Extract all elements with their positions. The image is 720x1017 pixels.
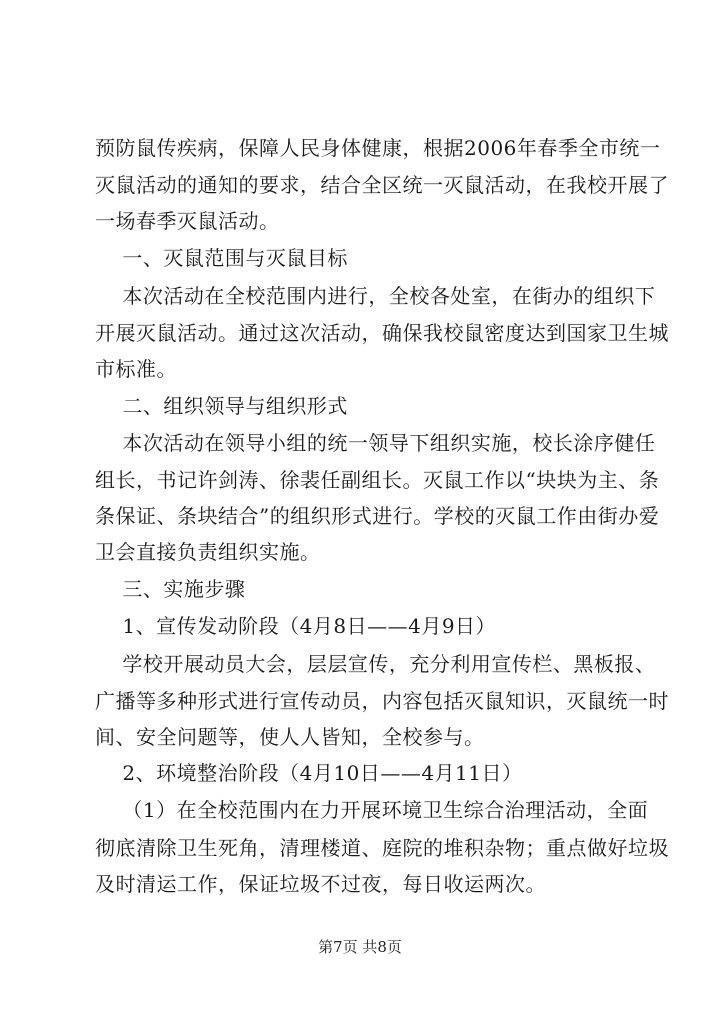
page-number: 第7页 共8页 bbox=[318, 938, 402, 956]
text-line: 预防鼠传疾病，保障人民身体健康，根据2006年春季全市统一 bbox=[95, 136, 661, 160]
subsection-heading: 2、环境整治阶段（4月10日——4月11日） bbox=[95, 761, 523, 785]
text-line: 一场春季灭鼠活动。 bbox=[95, 209, 280, 233]
text-line: 卫会直接负责组织实施。 bbox=[95, 540, 321, 564]
text-line: 本次活动在领导小组的统一领导下组织实施，校长涂序健任 bbox=[95, 431, 656, 455]
text-line: 组长，书记许剑涛、徐裴任副组长。灭鼠工作以“块块为主、条 bbox=[95, 468, 660, 492]
text-line: 间、安全问题等，使人人皆知，全校参与。 bbox=[95, 725, 485, 749]
text-line: 广播等多种形式进行宣传动员，内容包括灭鼠知识，灭鼠统一时 bbox=[95, 689, 669, 713]
subsection-heading: 1、宣传发动阶段（4月8日——4月9日） bbox=[95, 614, 497, 638]
text-line: 市标准。 bbox=[95, 357, 177, 381]
text-line: 本次活动在全校范围内进行，全校各处室，在街办的组织下 bbox=[95, 284, 656, 308]
section-heading: 一、灭鼠范围与灭鼠目标 bbox=[95, 246, 348, 270]
text-line: 灭鼠活动的通知的要求，结合全区统一灭鼠活动，在我校开展了 bbox=[95, 173, 669, 197]
section-heading: 三、实施步骤 bbox=[95, 577, 246, 601]
text-line: 及时清运工作，保证垃圾不过夜，每日收运两次。 bbox=[95, 872, 546, 896]
text-line: 条保证、条块结合”的组织形式进行。学校的灭鼠工作由街办爱 bbox=[95, 504, 660, 528]
section-heading: 二、组织领导与组织形式 bbox=[95, 394, 348, 418]
text-line: 学校开展动员大会，层层宣传，充分利用宣传栏、黑板报、 bbox=[95, 652, 656, 676]
text-line: 开展灭鼠活动。通过这次活动，确保我校鼠密度达到国家卫生城 bbox=[95, 321, 669, 345]
text-line: 彻底清除卫生死角，清理楼道、庭院的堆积杂物；重点做好垃圾 bbox=[95, 836, 669, 860]
text-line: （1）在全校范围内在力开展环境卫生综合治理活动，全面 bbox=[95, 798, 649, 822]
